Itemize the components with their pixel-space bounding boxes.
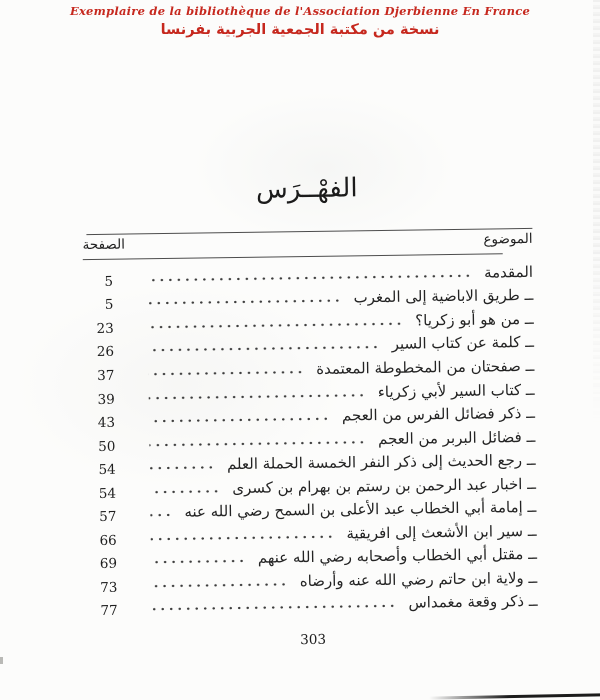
toc-entry-page: 54	[98, 485, 117, 502]
toc-entry-title: ــ رجع الحديث إلى ذكر النفر الخمسة الحملة العلم	[226, 450, 536, 474]
toc-entry-page: 69	[99, 556, 118, 573]
toc-entry-page: 43	[97, 414, 116, 432]
dot-leader	[147, 273, 472, 282]
dot-leader	[150, 513, 172, 517]
toc-entry-page: 5	[104, 273, 114, 290]
dot-leader	[152, 604, 397, 611]
toc-entry-page: 50	[98, 438, 116, 455]
toc-entry-page: 54	[98, 461, 116, 479]
column-header-page: الصفحة	[82, 236, 126, 254]
toc-entry-page: 26	[96, 344, 115, 361]
footer-page-number: 303	[300, 631, 327, 649]
toc-entry-page: 23	[96, 320, 114, 337]
dot-leader	[149, 417, 330, 424]
toc-entry-title: ــ سير ابن الأشعث إلى افريقية	[346, 521, 537, 543]
toc-entry-page: 5	[104, 297, 114, 314]
dot-leader	[149, 393, 366, 400]
dot-leader	[150, 465, 215, 470]
toc-entry-page: 73	[100, 579, 118, 596]
dot-leader	[148, 370, 304, 376]
toc-list	[83, 260, 538, 619]
page-title: الفهْــرَس	[255, 173, 358, 205]
toc-entry-title: ــ صفحتان من المخطوطة المعتمدة	[316, 356, 535, 378]
toc-entry-title: ــ ذكر فضائل الفرس من العجم	[341, 403, 536, 425]
toc-entry-title: ــ إمامة أبي الخطاب عبد الأعلى بن السمح رضي الله عنه	[184, 498, 537, 521]
dot-leader	[147, 299, 341, 306]
toc-entry-page: 37	[97, 367, 115, 384]
toc-entry-title: ــ مقتل أبي الخطاب وأصحابه رضي الله عنهم	[257, 545, 538, 568]
toc-entry-title: ــ كتاب السير لأبي زكرياء	[377, 380, 535, 401]
dot-leader	[148, 322, 404, 330]
page-content	[82, 167, 539, 668]
dot-leader	[148, 345, 380, 352]
dot-leader	[150, 489, 220, 494]
toc-entry-page: 57	[99, 508, 117, 526]
toc-entry-title: ــ فضائل البربر من العجم	[377, 427, 536, 448]
dot-leader	[149, 440, 366, 447]
toc-row	[87, 589, 537, 619]
toc-entry-title: ــ طريق الاباضية إلى المغرب	[353, 286, 534, 307]
column-header-subject: الموضوع	[483, 230, 533, 248]
toc-entry-title: ــ من هو أبو زكريا؟	[415, 309, 534, 330]
scan-speck-left	[0, 657, 3, 664]
toc-table-header	[82, 228, 532, 260]
toc-entry-page: 77	[100, 603, 118, 620]
dot-leader	[151, 582, 288, 588]
header-rule-bottom	[83, 253, 503, 260]
toc-entry-page: 66	[99, 532, 117, 549]
library-stamp	[0, 4, 600, 40]
stamp-arabic-line: نسخة من مكتبة الجمعية الجربية بفرنسا	[160, 22, 440, 38]
scan-noise-right-edge	[593, 0, 600, 430]
toc-entry-title: ــ ولاية ابن حاتم رضي الله عنه وأرضاه	[299, 568, 538, 591]
toc-entry-title: المقدمة	[483, 262, 534, 282]
dot-leader	[151, 534, 335, 541]
stamp-french-line: Exemplaire de la bibliothèque de l'Association Djerbienne En France	[69, 4, 531, 18]
scan-edge-bottom-right	[429, 693, 600, 699]
dot-leader	[151, 559, 246, 564]
toc-entry-title: ــ كلمة عن كتاب السير	[391, 333, 535, 354]
toc-entry-title: ــ اخبار عبد الرحمن بن رستم بن بهرام بن كسرى	[232, 474, 537, 497]
toc-entry-page: 39	[97, 391, 115, 408]
toc-entry-title: ــ ذكر وقعة مغمداس	[408, 592, 538, 613]
